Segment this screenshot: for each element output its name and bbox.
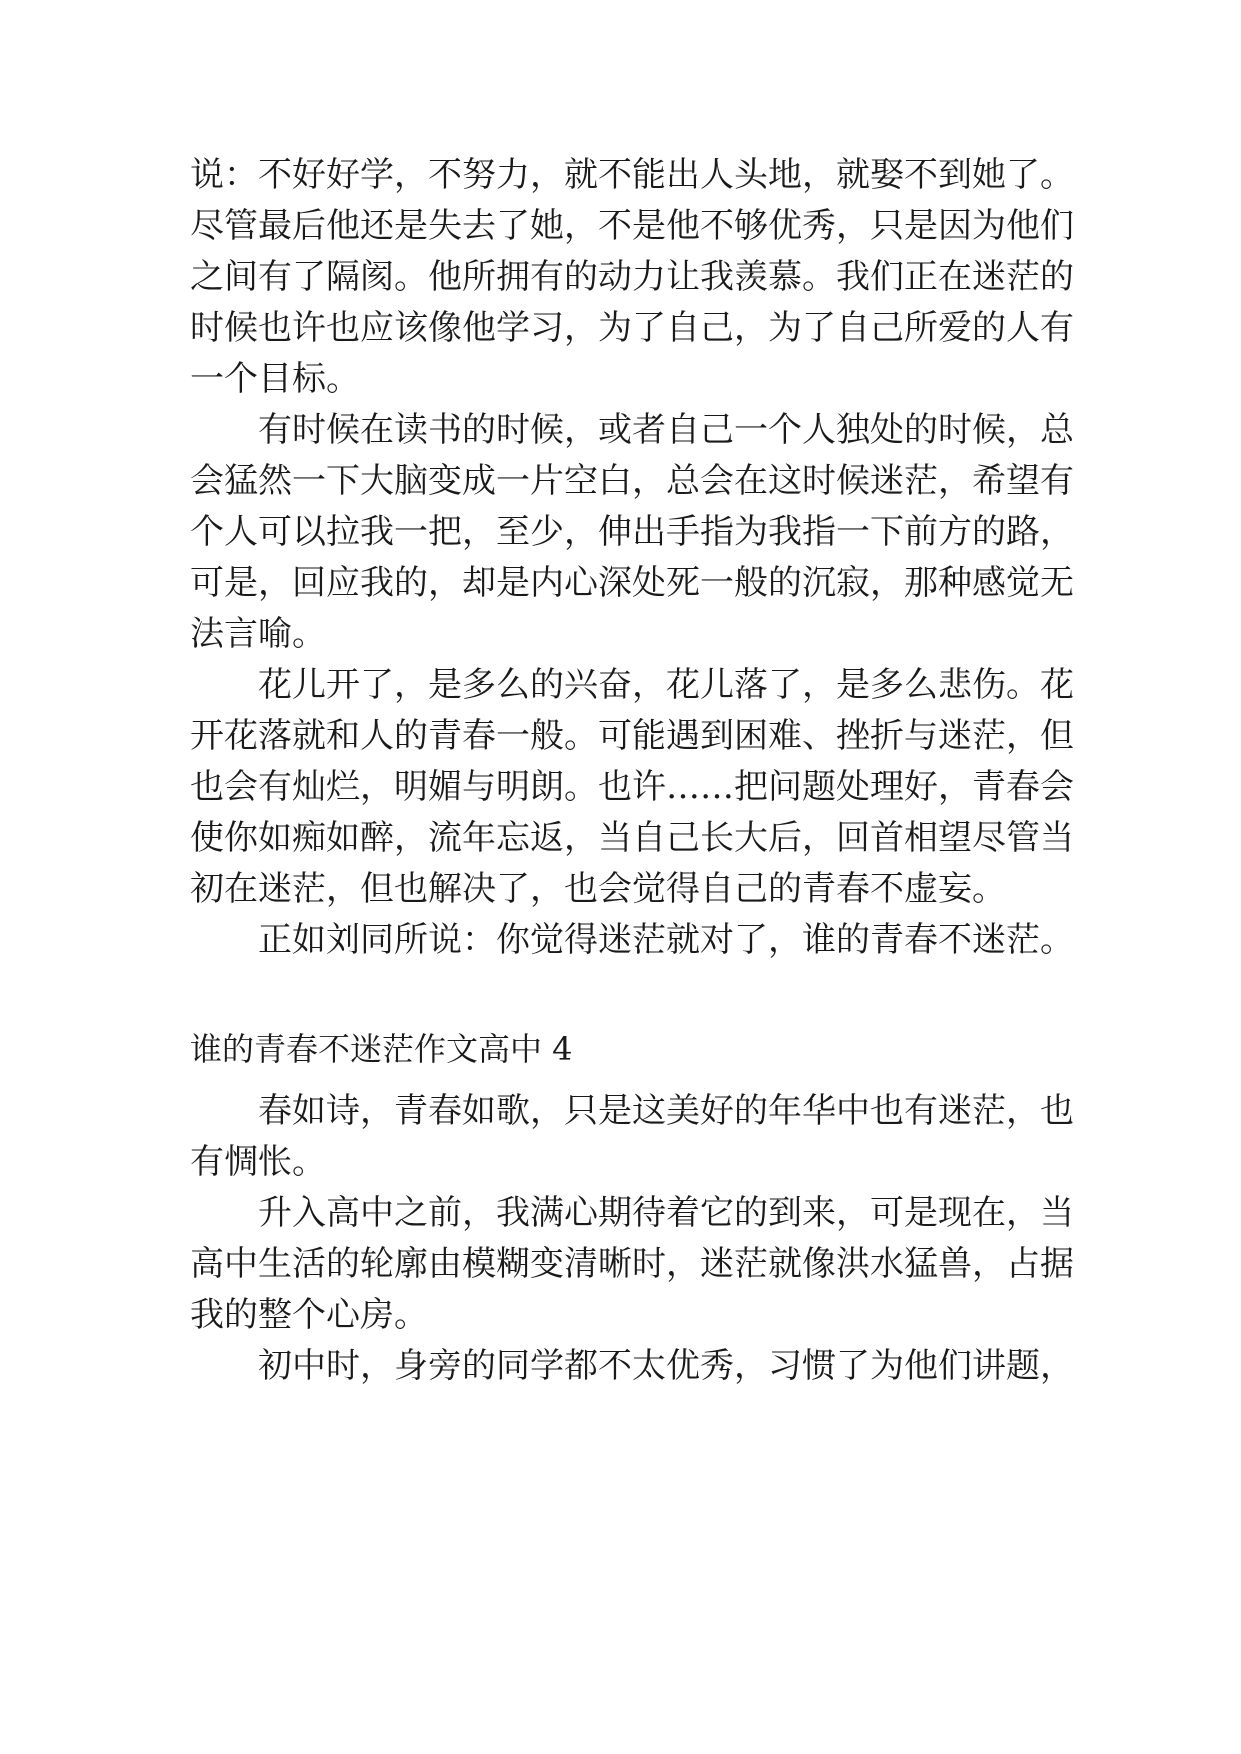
paragraph-line: 使你如痴如醉，流年忘返，当自己长大后，回首相望尽管当 [190, 818, 1074, 858]
paragraph-line: 有时候在读书的时候，或者自己一个人独处的时候，总 [258, 410, 1074, 450]
paragraph-line: 法言喻。 [190, 614, 326, 654]
paragraph-line: 尽管最后他还是失去了她，不是他不够优秀，只是因为他们 [190, 206, 1074, 246]
paragraph-line: 我的整个心房。 [190, 1295, 428, 1335]
paragraph-line: 开花落就和人的青春一般。可能遇到困难、挫折与迷茫，但 [190, 716, 1074, 756]
paragraph-line: 可是，回应我的，却是内心深处死一般的沉寂，那种感觉无 [190, 563, 1074, 603]
paragraph-line: 高中生活的轮廓由模糊变清晰时，迷茫就像洪水猛兽，占据 [190, 1244, 1074, 1284]
paragraph-line: 之间有了隔阂。他所拥有的动力让我羡慕。我们正在迷茫的 [190, 257, 1074, 297]
paragraph-line: 会猛然一下大脑变成一片空白，总会在这时候迷茫，希望有 [190, 461, 1074, 501]
paragraph-line: 初在迷茫，但也解决了，也会觉得自己的青春不虚妄。 [190, 869, 1006, 909]
paragraph-line: 春如诗，青春如歌，只是这美好的年华中也有迷茫，也 [258, 1091, 1074, 1131]
paragraph-line: 时候也许也应该像他学习，为了自己，为了自己所爱的人有 [190, 308, 1074, 348]
paragraph-line: 正如刘同所说：你觉得迷茫就对了，谁的青春不迷茫。 [258, 920, 1074, 960]
paragraph-line: 初中时，身旁的同学都不太优秀，习惯了为他们讲题， [258, 1346, 1074, 1386]
paragraph-line: 一个目标。 [190, 359, 360, 399]
paragraph-line: 也会有灿烂，明媚与明朗。也许……把问题处理好，青春会 [190, 767, 1074, 807]
section-heading: 谁的青春不迷茫作文高中 4 [190, 1030, 573, 1068]
paragraph-line: 升入高中之前，我满心期待着它的到来，可是现在，当 [258, 1193, 1074, 1233]
paragraph-line: 花儿开了，是多么的兴奋，花儿落了，是多么悲伤。花 [258, 665, 1074, 705]
paragraph-line: 个人可以拉我一把，至少，伸出手指为我指一下前方的路， [190, 512, 1074, 552]
paragraph-line: 说：不好好学，不努力，就不能出人头地，就娶不到她了。 [190, 155, 1074, 195]
paragraph-line: 有惆怅。 [190, 1142, 326, 1182]
